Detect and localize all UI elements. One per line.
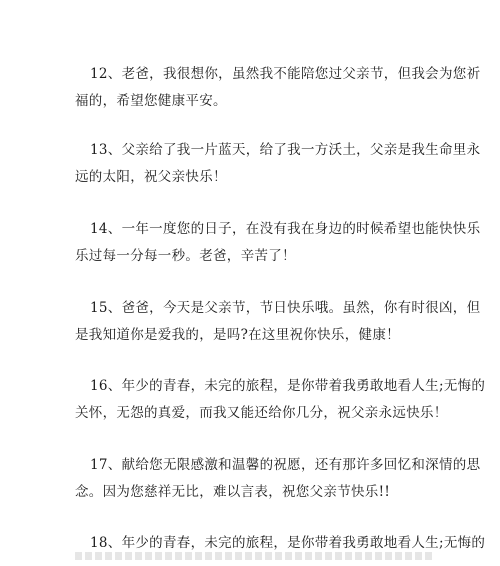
paragraph-line: 关怀，无怨的真爱，而我又能还给你几分，祝父亲永远快乐！ — [75, 405, 448, 421]
paragraph-line: 福的，希望您健康平安。 — [75, 93, 227, 109]
paragraph-line: 远的太阳，祝父亲快乐！ — [75, 169, 227, 185]
paragraph-line: 14、一年一度您的日子，在没有我在身边的时候希望也能快快乐 — [90, 221, 481, 237]
paragraph-14 — [75, 216, 481, 270]
paragraph-15 — [75, 295, 481, 349]
paragraph-16 — [75, 373, 486, 427]
paragraph-12 — [75, 61, 481, 115]
paragraph-line: 12、老爸，我很想你，虽然我不能陪您过父亲节，但我会为您祈 — [90, 66, 481, 82]
paragraph-line: 17、献给您无限感激和温馨的祝愿，还有那许多回忆和深情的思 — [90, 457, 481, 473]
paragraph-line: 乐过每一分每一秒。老爸，辛苦了！ — [75, 248, 296, 264]
cut-off-text-fragment — [75, 552, 435, 560]
paragraph-17 — [75, 452, 481, 506]
paragraph-line: 念。因为您慈祥无比，难以言表，祝您父亲节快乐!! — [75, 484, 391, 500]
paragraph-line: 15、爸爸，今天是父亲节，节日快乐哦。虽然，你有时很凶，但 — [90, 300, 481, 316]
paragraph-line: 13、父亲给了我一片蓝天，给了我一方沃土，父亲是我生命里永 — [90, 142, 481, 158]
paragraph-line: 18、年少的青春，未完的旅程，是你带着我勇敢地看人生;无悔的 — [90, 535, 486, 551]
paragraph-line: 是我知道你是爱我的，是吗?在这里祝你快乐，健康！ — [75, 327, 400, 343]
paragraph-13 — [75, 137, 481, 191]
paragraph-line: 16、年少的青春，未完的旅程，是你带着我勇敢地看人生;无悔的 — [90, 378, 486, 394]
